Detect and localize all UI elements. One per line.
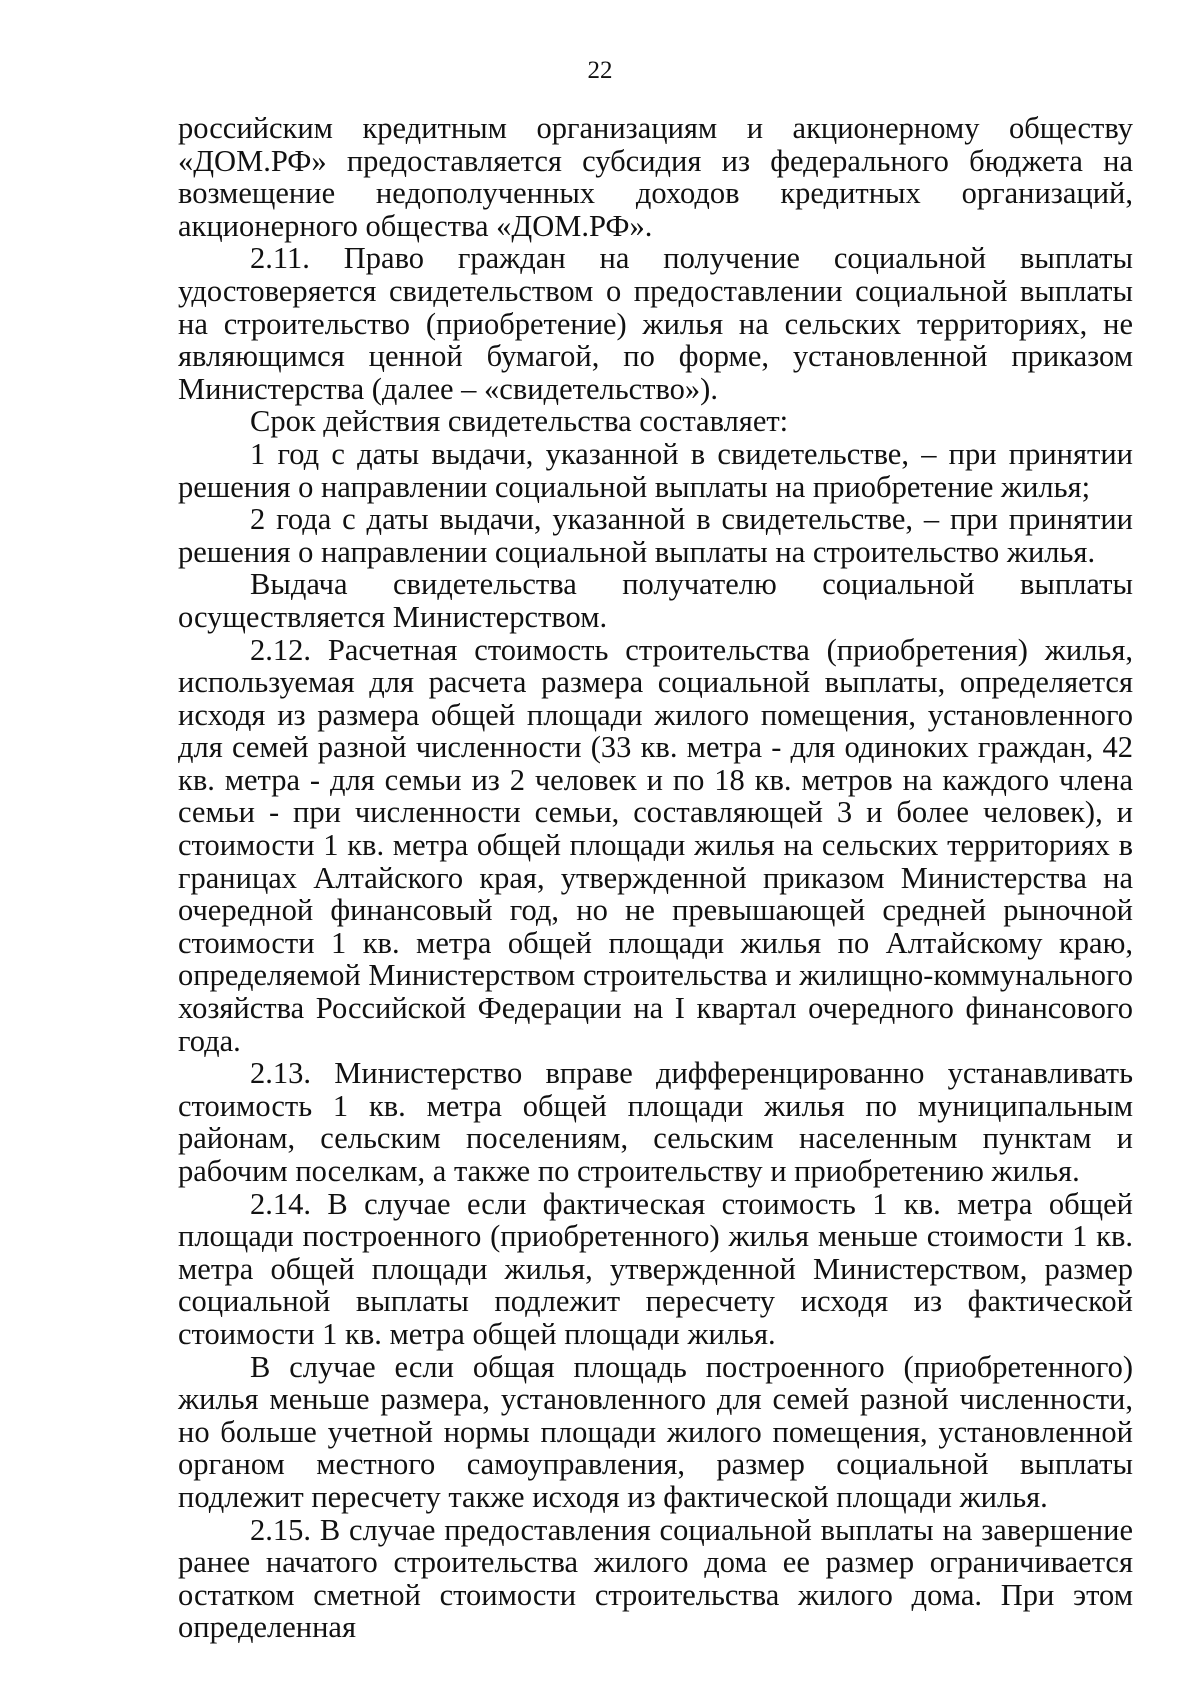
page-number: 22 [587, 57, 613, 84]
paragraph-2-13: 2.13. Министерство вправе дифференцированно устанавливать стоимость 1 кв. метра общей площади жилья по муниципальным районам, сельским поселениям, сельским населенным пунктам и рабочим поселкам, а также по строительству и приобретению жилья. [178, 1056, 1133, 1188]
paragraph-2-14: 2.14. В случае если фактическая стоимость 1 кв. метра общей площади построенного (приобретенного) жилья меньше стоимости 1 кв. метра общей площади жилья, утвержденной Министерством, размер социальной выплаты подлежит пересчету исходя из фактической стоимости 1 кв. метра общей площади жилья. [178, 1186, 1133, 1351]
paragraph-2-15: 2.15. В случае предоставления социальной выплаты на завершение ранее начатого строительства жилого дома ее размер ограничивается остатком сметной стоимости строительства жилого дома. При этом определенная [178, 1512, 1133, 1645]
paragraph: Срок действия свидетельства составляет: [250, 404, 789, 439]
paragraph: Выдача свидетельства получателю социальной выплаты осуществляется Министерством. [178, 567, 1133, 634]
paragraph: 2 года с даты выдачи, указанной в свидетельстве, – при принятии решения о направлении социальной выплаты на строительство жилья. [178, 502, 1133, 569]
paragraph-2-11: 2.11. Право граждан на получение социальной выплаты удостоверяется свидетельством о предоставлении социальной выплаты на строительство (приобретение) жилья на сельских территориях, не являющимся ценной бумагой, по форме, установленной приказом Министерства (далее – «свидетельство»). [178, 241, 1133, 406]
paragraph: российским кредитным организациям и акционерному обществу «ДОМ.РФ» предоставляется субсидия из федерального бюджета на возмещение недополученных доходов кредитных организаций, акционерного общества «ДОМ.РФ». [178, 111, 1133, 243]
paragraph: В случае если общая площадь построенного (приобретенного) жилья меньше размера, установленного для семей разной численности, но больше учетной нормы площади жилого помещения, установленной органом местного самоуправления, размер социальной выплаты подлежит пересчету также исходя из фактической площади жилья. [178, 1349, 1133, 1514]
paragraph-2-12: 2.12. Расчетная стоимость строительства (приобретения) жилья, используемая для расчета размера социальной выплаты, определяется исходя из размера общей площади жилого помещения, установленного для семей разной численности (33 кв. метра - для одиноких граждан, 42 кв. метра - для семьи из 2 человек и по 18 кв. метров на каждого члена семьи - при численности семьи, составляющей 3 и более человек), и стоимости 1 кв. метра общей площади жилья на сельских территориях в границах Алтайского края, утвержденной приказом Министерства на очередной финансовый год, но не превышающей средней рыночной стоимости 1 кв. метра общей площади жилья по Алтайскому краю, определяемой Министерством строительства и жилищно-коммунального хозяйства Российской Федерации на I квартал очередного финансового года. [178, 632, 1133, 1058]
document-body [178, 112, 1133, 1644]
paragraph: 1 год с даты выдачи, указанной в свидетельстве, – при принятии решения о направлении социальной выплаты на приобретение жилья; [178, 436, 1133, 504]
